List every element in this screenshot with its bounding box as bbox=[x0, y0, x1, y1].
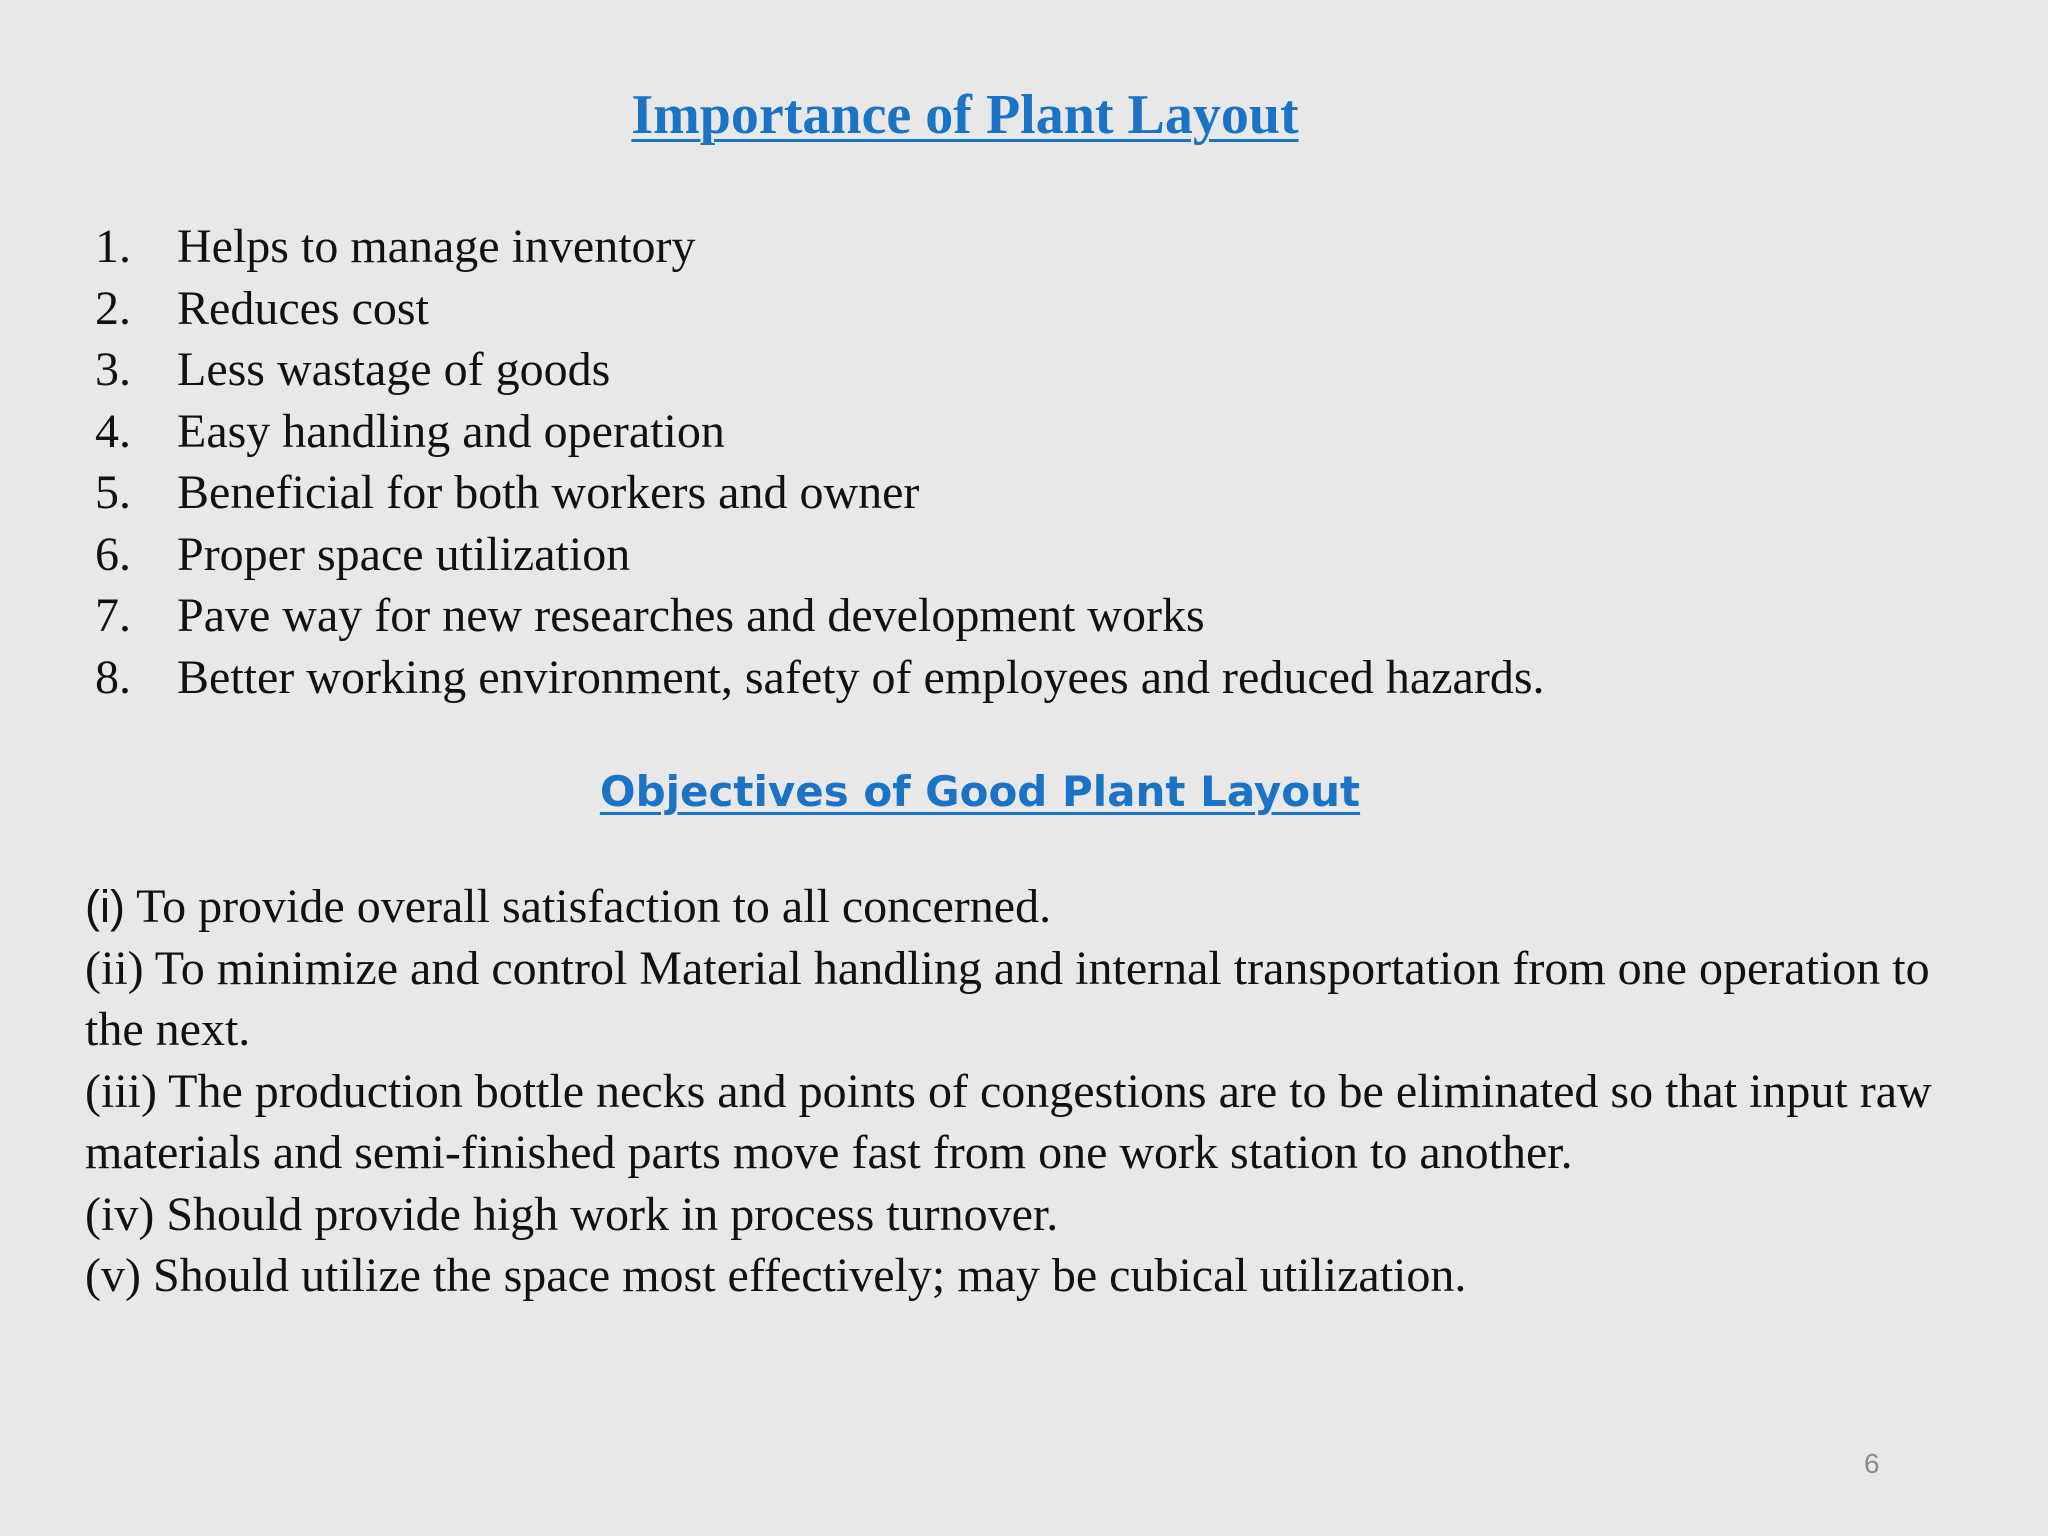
list-item bbox=[95, 462, 1545, 524]
slide-title: Importance of Plant Layout bbox=[631, 84, 1299, 146]
importance-list bbox=[95, 216, 1545, 708]
objective-text: To provide overall satisfaction to all concerned. bbox=[124, 880, 1052, 933]
objective-item bbox=[85, 938, 1965, 1061]
objective-text: Should utilize the space most effectively; may be cubical utilization. bbox=[140, 1249, 1467, 1302]
objective-text: The production bottle necks and points of congestions are to be eliminated so that input raw materials and semi-finished parts move fast from one work station to another. bbox=[85, 1064, 1932, 1179]
list-item-number: 3. bbox=[95, 343, 131, 396]
objective-item bbox=[85, 1061, 1965, 1184]
list-item-number: 7. bbox=[95, 589, 131, 642]
section-subtitle: Objectives of Good Plant Layout bbox=[599, 767, 1361, 816]
list-item-number: 5. bbox=[95, 466, 131, 519]
objective-item bbox=[85, 876, 1965, 938]
list-item-text: Reduces cost bbox=[177, 281, 429, 335]
objective-text: To minimize and control Material handling and internal transportation from one operation to the next. bbox=[85, 941, 1930, 1056]
objective-marker: (iii) bbox=[85, 1064, 157, 1118]
list-item bbox=[95, 216, 1545, 278]
list-item-number: 4. bbox=[95, 404, 131, 458]
list-item-text: Beneficial for both workers and owner bbox=[177, 466, 920, 519]
objective-text: Should provide high work in process turnover. bbox=[154, 1187, 1059, 1241]
list-item-text: Easy handling and operation bbox=[177, 404, 725, 458]
objective-item bbox=[85, 1245, 1965, 1307]
objective-marker: (v) bbox=[85, 1249, 141, 1302]
list-item bbox=[95, 524, 1545, 586]
list-item-number: 8. bbox=[95, 650, 131, 704]
list-item bbox=[95, 339, 1545, 401]
list-item bbox=[95, 647, 1545, 709]
list-item bbox=[95, 585, 1545, 647]
list-item-text: Proper space utilization bbox=[177, 527, 631, 581]
list-item-text: Helps to manage inventory bbox=[177, 220, 696, 273]
list-item-text: Less wastage of goods bbox=[177, 343, 611, 396]
objective-marker: (ii) bbox=[85, 941, 144, 995]
list-item-text: Better working environment, safety of employees and reduced hazards. bbox=[177, 650, 1545, 704]
list-item-text: Pave way for new researches and development works bbox=[177, 589, 1205, 642]
objective-marker: (iv) bbox=[85, 1187, 155, 1241]
objective-marker: (i) bbox=[85, 881, 125, 932]
list-item-number: 2. bbox=[95, 281, 131, 335]
list-item-number: 6. bbox=[95, 527, 131, 581]
page-number: 6 bbox=[1864, 1448, 1880, 1479]
list-item bbox=[95, 278, 1545, 340]
objective-item bbox=[85, 1184, 1965, 1246]
objectives-list bbox=[85, 876, 1965, 1307]
list-item-number: 1. bbox=[95, 220, 131, 273]
list-item bbox=[95, 401, 1545, 463]
